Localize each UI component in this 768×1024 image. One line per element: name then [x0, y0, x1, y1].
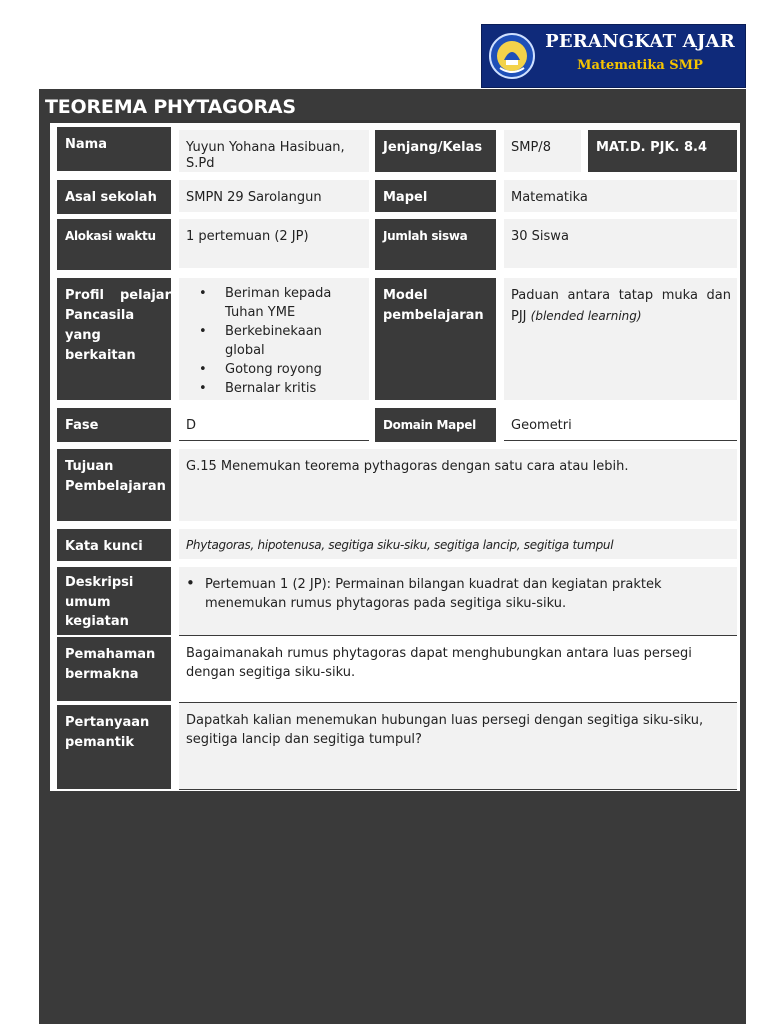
value-pertanyaan-pemantik: Dapatkah kalian menemukan hubungan luas persegi dengan segitiga siku-siku, segitiga lancip dan segitiga tumpul? — [179, 702, 737, 790]
label-jenjang: Jenjang/Kelas — [375, 130, 496, 172]
document-title: TEOREMA PHYTAGORAS — [45, 96, 296, 118]
label-deskripsi-umum: Deskripsi umum kegiatan — [57, 567, 171, 635]
list-item: • Bernalar kritis — [199, 379, 363, 398]
label-profil-pelajar: Profil pelajar Pancasila yang berkaitan — [57, 278, 171, 400]
label-kata-kunci: Kata kunci — [57, 529, 171, 561]
banner-title: PERANGKAT AJAR — [545, 31, 735, 52]
deskripsi-list — [186, 575, 731, 613]
value-fase: D — [179, 408, 369, 441]
value-jenjang: SMP/8 — [504, 130, 581, 172]
label-jumlah-siswa: Jumlah siswa — [375, 219, 496, 270]
value-pemahaman-bermakna: Bagaimanakah rumus phytagoras dapat menghubungkan antara luas persegi dengan segitiga siku-siku. — [179, 635, 737, 702]
value-kata-kunci: Phytagoras, hipotenusa, segitiga siku-siku, segitiga lancip, segitiga tumpul — [179, 529, 737, 559]
tujuan-label-text: Tujuan Pembelajaran — [65, 459, 166, 494]
label-model-pembelajaran: Model pembelajaran — [375, 278, 496, 400]
label-alokasi-waktu: Alokasi waktu — [57, 219, 171, 270]
model-text: Paduan antara tatap muka dan PJJ — [511, 288, 731, 324]
label-fase: Fase — [57, 408, 171, 442]
list-item: • Beriman kepada Tuhan YME — [199, 284, 363, 322]
header-banner — [481, 24, 746, 88]
label-pertanyaan-pemantik: Pertanyaan pemantik — [57, 705, 171, 789]
value-model-pembelajaran — [504, 278, 737, 400]
banner-subtitle: Matematika SMP — [577, 58, 703, 73]
value-profil-pelajar — [179, 278, 369, 400]
label-mapel: Mapel — [375, 180, 496, 212]
label-tujuan-pembelajaran — [57, 449, 171, 521]
list-item: • Gotong royong — [199, 360, 363, 379]
value-tujuan-pembelajaran: G.15 Menemukan teorema pythagoras dengan satu cara atau lebih. — [179, 449, 737, 521]
model-text-italic: (blended learning) — [530, 309, 642, 323]
list-item: • Berkebinekaan global — [199, 322, 363, 360]
code-badge: MAT.D. PJK. 8.4 — [588, 130, 737, 172]
label-nama: Nama — [57, 127, 171, 171]
value-deskripsi-umum — [179, 567, 737, 635]
tut-wuri-handayani-emblem-icon — [488, 32, 536, 80]
value-domain-mapel: Geometri — [504, 408, 737, 441]
profil-list — [179, 284, 363, 398]
label-domain-mapel: Domain Mapel — [375, 408, 496, 442]
value-jumlah-siswa: 30 Siswa — [504, 219, 737, 268]
list-item: • Pertemuan 1 (2 JP): Permainan bilangan kuadrat dan kegiatan praktek menemukan rumus phytagoras pada segitiga siku-siku. — [186, 575, 731, 613]
label-pemahaman-bermakna: Pemahaman bermakna — [57, 637, 171, 701]
value-alokasi-waktu: 1 pertemuan (2 JP) — [179, 219, 369, 268]
value-nama: Yuyun Yohana Hasibuan, S.Pd — [179, 130, 369, 172]
value-mapel: Matematika — [504, 180, 737, 212]
label-asal-sekolah: Asal sekolah — [57, 180, 171, 214]
value-asal-sekolah: SMPN 29 Sarolangun — [179, 180, 369, 212]
